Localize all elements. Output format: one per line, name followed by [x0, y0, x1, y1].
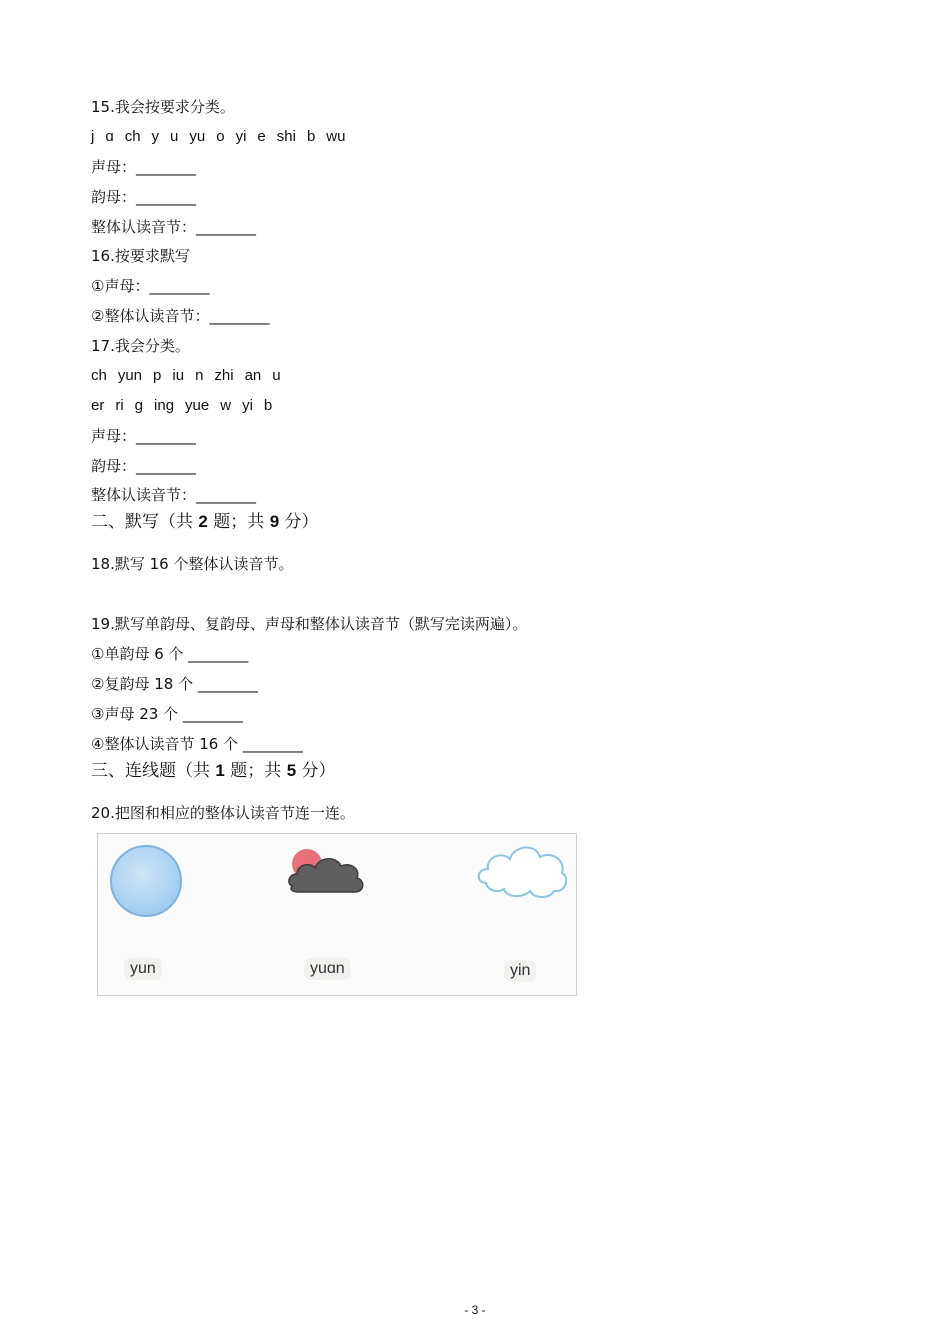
white-cloud-icon — [474, 839, 570, 901]
q17-shengmu-blank: 声母：________ — [91, 427, 197, 445]
q17-pinyin-item: p — [153, 367, 162, 384]
label-yuan: yuɑn — [304, 958, 351, 980]
q16-item-2: ②整体认读音节：________ — [91, 307, 270, 325]
section-2-heading: 二、默写（共 2 题；共 9 分） — [91, 512, 319, 532]
q17-pinyin-item: iu — [172, 367, 185, 384]
q15-pinyin-item: j — [91, 128, 95, 145]
q15-pinyin-item: ch — [124, 128, 141, 145]
q17-yunmu-blank: 韵母：________ — [91, 457, 197, 475]
q15-pinyin-item: yi — [235, 128, 247, 145]
matching-figure — [97, 833, 577, 996]
q15-pinyin-item: wu — [326, 128, 346, 145]
q17-pinyin-item: ri — [115, 397, 124, 414]
q17-pinyin-item: er — [91, 397, 105, 414]
q17-pinyin-item: g — [134, 397, 144, 414]
q15-pinyin-item: yu — [189, 128, 206, 145]
q19-item-4: ④整体认读音节 16 个 ________ — [91, 735, 303, 753]
q15-shengmu-blank: 声母：________ — [91, 158, 197, 176]
q19-item-1: ①单韵母 6 个 ________ — [91, 645, 249, 663]
q15-pinyin-item: b — [306, 128, 316, 145]
q15-pinyin-item: e — [257, 128, 266, 145]
q17-pinyin-item: ing — [154, 397, 175, 414]
q16-item-1: ①声母：________ — [91, 277, 210, 295]
q17-pinyin-item: n — [195, 367, 204, 384]
q19-item-2: ②复韵母 18 个 ________ — [91, 675, 258, 693]
q17-pinyin-item: yun — [117, 367, 143, 384]
q15-pinyin-item: ɑ — [105, 128, 114, 145]
page-number: - 3 - — [464, 1303, 486, 1317]
q15-pinyin-item: shi — [276, 128, 296, 145]
q16-title: 16.按要求默写 — [91, 247, 190, 265]
label-yun: yun — [124, 958, 162, 980]
q19-title: 19.默写单韵母、复韵母、声母和整体认读音节（默写完读两遍）。 — [91, 615, 528, 633]
q17-pinyin-row-2 — [91, 396, 283, 416]
q17-title: 17.我会分类。 — [91, 337, 190, 355]
q15-pinyin-item: u — [170, 128, 179, 145]
q17-pinyin-item: w — [220, 397, 232, 414]
q17-pinyin-item: zhi — [214, 367, 234, 384]
q17-zhengti-blank: 整体认读音节：________ — [91, 486, 257, 504]
q17-pinyin-item: yi — [242, 397, 253, 414]
q15-title: 15.我会按要求分类。 — [91, 98, 235, 116]
label-yin: yin — [504, 960, 536, 982]
q18-title: 18.默写 16 个整体认读音节。 — [91, 555, 294, 573]
q17-pinyin-item: ch — [91, 367, 107, 384]
q17-pinyin-item: an — [244, 367, 262, 384]
q17-pinyin-item: yue — [185, 397, 210, 414]
q15-pinyin-item: y — [151, 128, 160, 145]
moon-icon — [108, 843, 184, 919]
q17-pinyin-item: b — [263, 397, 273, 414]
q15-pinyin-list — [91, 127, 356, 147]
section-3-heading: 三、连线题（共 1 题；共 5 分） — [91, 761, 336, 781]
q17-pinyin-item: u — [272, 367, 281, 384]
q15-pinyin-item: o — [216, 128, 225, 145]
q19-item-3: ③声母 23 个 ________ — [91, 705, 243, 723]
q17-pinyin-row-1 — [91, 366, 292, 386]
dark-cloud-sun-icon — [285, 844, 367, 899]
q15-yunmu-blank: 韵母：________ — [91, 188, 197, 206]
q15-zhengti-blank: 整体认读音节：________ — [91, 218, 257, 236]
q20-title: 20.把图和相应的整体认读音节连一连。 — [91, 804, 355, 822]
